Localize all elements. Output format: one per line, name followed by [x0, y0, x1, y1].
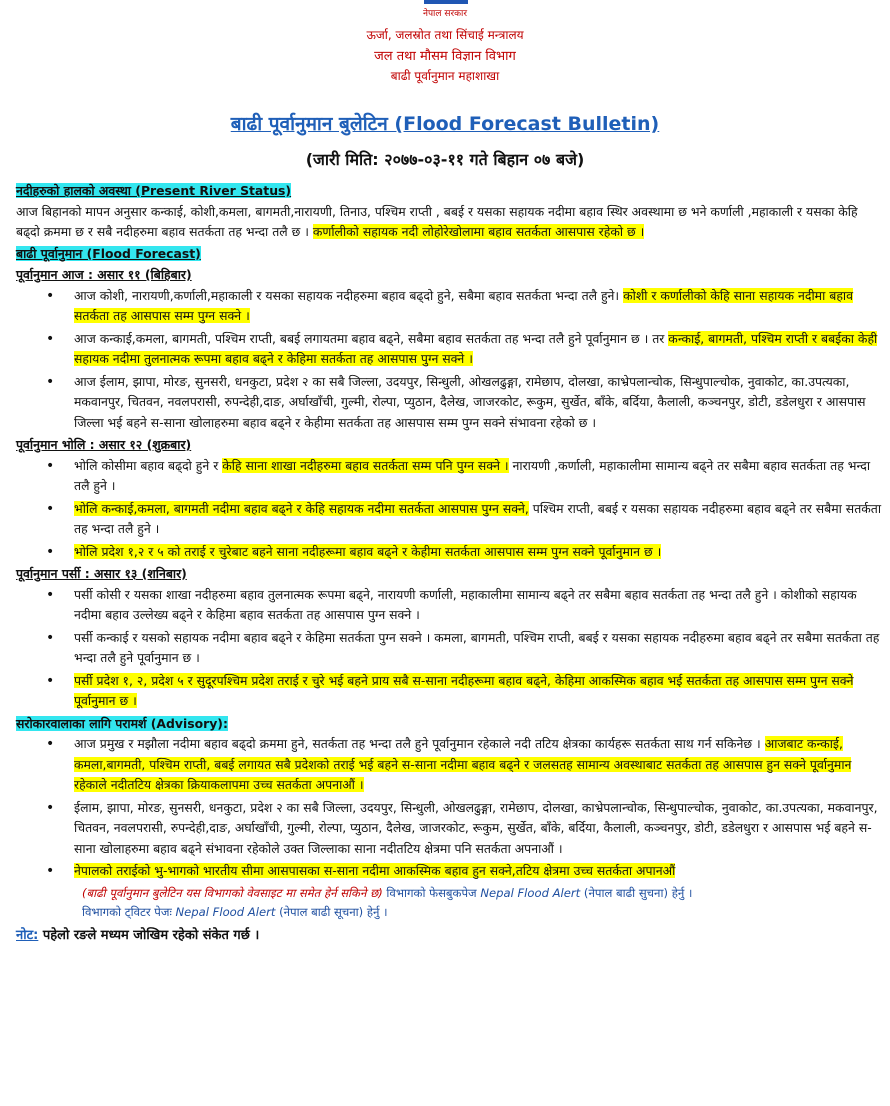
list-item: • भोलि कन्काई,कमला, बागमती नदीमा बहाव बढ्ने र केहि सहायक नदीमा सतर्कता आसपास पुग्न सक्ने, पश्चिम राप्ती, बबई र यसका सहायक नदीहरुमा बहाव बढ्ने तर सबैमा सतर्कता तह भन्दा तलै हुने । [46, 500, 882, 536]
present-status-heading: नदीहरुको हालको अवस्था (Present River Status) [16, 183, 292, 198]
list-item: • पर्सी कोसी र यसका शाखा नदीहरुमा बहाव तुलनात्मक रूपमा बढ्ने, नारायणी कर्णाली, महाकालीमा सामान्य बढ्ने तर सबैमा बहाव सतर्कता तह भन्दा तलै हुने । कोशीको सहायक नदीमा बहाव उल्लेख्य बढ्ने र केहिमा बहाव सतर्कता तह आसपास पुग्न सक्ने । [46, 586, 857, 622]
top-accent-bar [424, 0, 468, 4]
list-item: • ईलाम, झापा, मोरङ, सुनसरी, धनकुटा, प्रदेश २ का सबै जिल्ला, उदयपुर, सिन्धुली, ओखलढुङ्गा, रामेछाप, दोलखा, काभ्रेपलान्चोक, सिन्धुपाल्चोक, नुवाकोट, का.उपत्यका, मकवानपुर, चितवन, नवलपरासी, रुपन्देही,दाङ, अर्घाखाँची, गुल्मी, रोल्पा, प्युठान, दैलेख, जाजरकोट, रूकुम, सुर्खेत, बाँके, बर्दिया, कैलाली, कञ्चनपुर, डोटी, डडेलधुरा र आसपास भई बहने स-साना खोलाहरुमा बहाव बढ्ने संभावना रहेकोले उक्त जिल्लाका साना नदीतटिय क्षेत्रमा पनि सतर्कता अपनाऔं । [46, 799, 878, 856]
list-item: • आज कोशी, नारायणी,कर्णाली,महाकाली र यसका सहायक नदीहरुमा बहाव बढ्दो हुने, सबैमा बहाव सतर्कता भन्दा तलै हुने। कोशी र कर्णालीको केहि साना सहायक नदीमा बहाव सतर्कता तह आसपास सम्म पुग्न सक्ने । [46, 287, 853, 323]
bulletin-title: बाढी पूर्वानुमान बुलेटिन (Flood Forecast Bulletin) [230, 113, 660, 135]
web-social-note: (बाढी पूर्वानुमान बुलेटिन यस विभागको वेवसाइट मा समेत हेर्न सकिने छ) विभागको फेसबुकपेज Nepal Flood Alert (नेपाल बाढी सुचना) हेर्नु । विभागको ट्विटर पेजः Nepal Flood Alert (नेपाल बाढी सूचना) हेर्नु । [82, 885, 693, 919]
forecast-dayafter-label: पूर्वानुमान पर्सी : असार १३ (शनिबार) [16, 566, 187, 581]
forecast-today-list [16, 286, 882, 434]
forecast-tomorrow-list [16, 456, 882, 563]
list-item: • पर्सी कन्काई र यसको सहायक नदीमा बहाव बढ्ने र केहिमा सतर्कता पुग्न सक्ने । कमला, बागमती, पश्चिम राप्ती, बबई र यसका सहायक नदीहरुमा बहाव बढ्ने तर सबैमा सतर्कता तह भन्दा तलै हुने पूर्वानुमान छ । [46, 629, 880, 665]
list-item: • पर्सी प्रदेश १, २, प्रदेश ५ र सुदूरपश्चिम प्रदेश तराई र चुरे भई बहने प्राय सबै स-साना नदीहरूमा बहाव बढ्ने, केहिमा आकस्मिक बहाव भई सतर्कता तह आसपास सम्म पुग्न सक्ने पूर्वानुमान छ । [46, 672, 854, 708]
footer-note [16, 926, 882, 947]
list-item: • आज ईलाम, झापा, मोरङ, सुनसरी, धनकुटा, प्रदेश २ का सबै जिल्ला, उदयपुर, सिन्धुली, ओखलढुङ्गा, रामेछाप, दोलखा, काभ्रेपलान्चोक, सिन्धुपाल्चोक, नुवाकोट, का.उपत्यका, मकवानपुर, चितवन, नवलपरासी, रुपन्देही,दाङ, अर्घाखाँची, गुल्मी, रोल्पा, प्युठान, दैलेख, जाजरकोट, रूकुम, सुर्खेत, बाँके, बर्दिया, कैलाली, कञ्चनपुर, डोटी, डडेलधुरा र आसपास जिल्ला भई बहने स-साना खोलाहरुमा बहाव बढ्ने र केहीमा सतर्कता तह आसपास सम्म पुग्न सक्ने संभावना रहेको छ । [46, 373, 866, 430]
present-status-text: आज बिहानको मापन अनुसार कन्काई, कोशी,कमला, बागमती,नारायणी, तिनाउ, पश्चिम राप्ती , बबई र यसका सहायक नदीमा बहाव स्थिर अवस्थामा छ भने कर्णाली ,महाकाली र यसका केहि बढ्दो क्रममा छ र सबै नदीहरुमा बहाव सतर्कता तह भन्दा तलै छ । कर्णालीको सहायक नदी लोहोरेखोलामा बहाव सतर्कता आसपास रहेको छ । [16, 203, 858, 239]
bulletin-body [16, 180, 882, 946]
list-item: • भोलि प्रदेश १,२ र ५ को तराई र चुरेबाट बहने साना नदीहरूमा बहाव बढ्ने र केहीमा सतर्कता आसपास सम्म पुग्न सक्ने पूर्वानुमान छ । [46, 543, 662, 560]
advisory-list [16, 734, 882, 882]
forecast-heading: बाढी पूर्वानुमान (Flood Forecast) [16, 245, 201, 261]
list-item: • नेपालको तराईको भु-भागको भारतीय सीमा आसपासका स-साना नदीमा आकस्मिक बहाव हुन सक्ने,तटिय क्षेत्रमा उच्च सतर्कता अपानऔं [46, 863, 676, 879]
header-division: बाढी पूर्वानुमान महाशाखा [390, 69, 500, 83]
footer-text: पहेलो रङले मध्यम जोखिम रहेको संकेत गर्छ । [38, 927, 260, 943]
header-ministry: ऊर्जा, जलस्रोत तथा सिंचाई मन्त्रालय [366, 28, 524, 42]
facebook-link[interactable]: Nepal Flood Alert [480, 885, 581, 900]
list-item: • आज प्रमुख र मझौला नदीमा बहाव बढ्दो क्रममा हुने, सतर्कता तह भन्दा तलै हुने पूर्वानुमान रहेकाले नदी तटिय क्षेत्रका कार्यहरू सतर्कता साथ गर्न सकिनेछ । आजबाट कन्काई, कमला,बागमती, पश्चिम राप्ती, बबई लगायत सबै प्रदेशको तराई भई बहने स-साना नदीमा बहाव बढ्ने र जलसतह सामान्य अवस्थाबाट सतर्कता तह आसपास हुन सक्ने पूर्वानुमान रहेकाले नदीतटिय क्षेत्रका क्रियाकलापमा उच्च सतर्कता अपनाऔं । [46, 736, 852, 792]
forecast-dayafter-list [16, 585, 882, 712]
forecast-today-label: पूर्वानुमान आज : असार ११ (बिहिबार) [16, 267, 192, 282]
header-department: जल तथा मौसम विज्ञान विभाग [374, 49, 516, 64]
list-item: • आज कन्काई,कमला, बागमती, पश्चिम राप्ती, बबई लगायतमा बहाव बढ्ने, सबैमा बहाव सतर्कता तह भन्दा तलै हुने पूर्वानुमान छ । तर कन्काई, बागमती, पश्चिम राप्ती र बबईका केही सहायक नदीमा तुलनात्मक रूपमा बहाव बढ्ने र केहिमा सतर्कता तह आसपास पुग्न सक्ने । [46, 330, 878, 366]
list-item: • भोलि कोसीमा बहाव बढ्दो हुने र केहि साना शाखा नदीहरुमा बहाव सतर्कता सम्म पनि पुग्न सक्ने । नारायणी ,कर्णाली, महाकालीमा सामान्य बढ्ने तर सबैमा बहाव सतर्कता तह भन्दा तलै हुने । [46, 457, 871, 493]
website-note[interactable]: (बाढी पूर्वानुमान बुलेटिन यस विभागको वेवसाइट मा समेत हेर्न सकिने छ) [82, 885, 383, 900]
forecast-tomorrow-label: पूर्वानुमान भोलि : असार १२ (शुक्रबार) [16, 437, 192, 452]
twitter-link[interactable]: Nepal Flood Alert [175, 904, 276, 919]
footer-label: नोट: [16, 927, 39, 943]
issue-date: (जारी मिति: २०७७-०३-११ गते बिहान ०७ बजे) [305, 150, 585, 169]
advisory-heading: सरोकारवालाका लागि परामर्श (Advisory): [16, 715, 228, 731]
header-govt: नेपाल सरकार [422, 9, 468, 19]
